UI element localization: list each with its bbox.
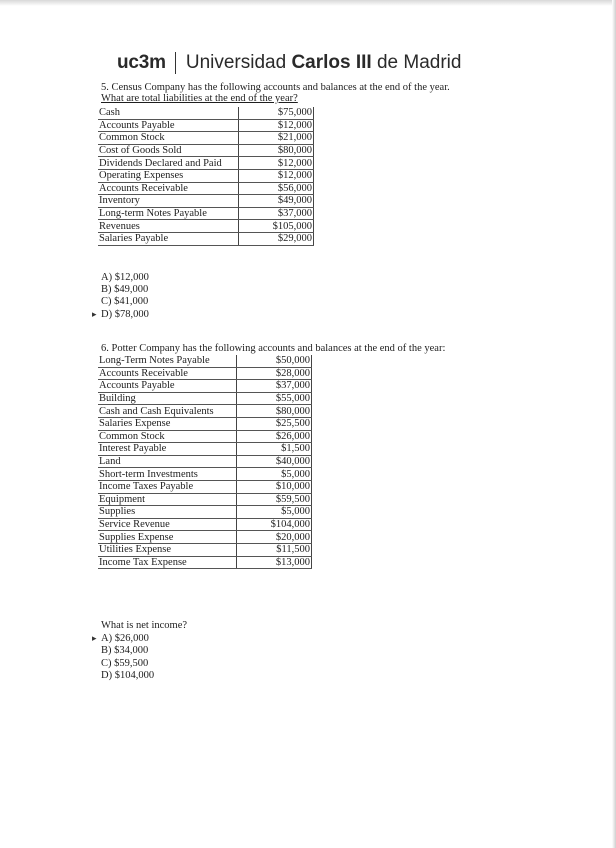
account-row (98, 144, 314, 157)
account-name: Supplies Expense (98, 531, 237, 544)
q5-option-d[interactable]: D) $78,000 (101, 308, 149, 320)
question-5-line-1: 5. Census Company has the following accounts and balances at the end of the year. (101, 82, 450, 93)
account-name: Service Revenue (98, 518, 237, 531)
account-balance: $12,000 (239, 157, 314, 170)
account-row (98, 182, 314, 195)
account-name: Building (98, 392, 237, 405)
account-name: Income Tax Expense (98, 556, 237, 569)
question-6-accounts-table (98, 355, 312, 569)
account-name: Interest Payable (98, 443, 237, 456)
q6-answer-mark: ▸ (92, 633, 97, 643)
university-name-plain: Universidad (185, 52, 287, 73)
account-balance: $105,000 (239, 220, 314, 233)
account-name: Accounts Receivable (98, 367, 237, 380)
account-balance: $80,000 (237, 405, 312, 418)
account-name: Dividends Declared and Paid (98, 157, 239, 170)
university-name-tail: de Madrid (376, 52, 462, 73)
account-row (98, 132, 314, 145)
account-balance: $5,000 (237, 468, 312, 481)
account-balance: $5,000 (237, 506, 312, 519)
q6-option-c[interactable]: C) $59,500 (101, 657, 149, 669)
q6-option-a[interactable]: A) $26,000 (101, 633, 149, 645)
account-name: Short-term Investments (98, 468, 237, 481)
account-balance: $28,000 (237, 367, 312, 380)
account-name: Common Stock (98, 132, 239, 145)
q5-option-a[interactable]: A) $12,000 (101, 272, 149, 283)
question-6-text: 6. Potter Company has the following accounts and balances at the end of the year: (101, 343, 446, 354)
account-row (98, 169, 314, 182)
account-row (98, 518, 312, 531)
account-row (98, 107, 314, 119)
account-name: Revenues (98, 220, 239, 233)
account-balance: $59,500 (237, 493, 312, 506)
account-balance: $75,000 (239, 107, 314, 119)
account-row (98, 220, 314, 233)
account-name: Cash (98, 107, 239, 119)
account-name: Equipment (98, 493, 237, 506)
account-name: Cash and Cash Equivalents (98, 405, 237, 418)
q5-option-c[interactable]: C) $41,000 (101, 296, 149, 308)
question-6-options (101, 620, 187, 682)
account-row (98, 543, 312, 556)
account-balance: $80,000 (239, 144, 314, 157)
account-row (98, 556, 312, 569)
account-name: Common Stock (98, 430, 237, 443)
account-balance: $40,000 (237, 455, 312, 468)
university-header (117, 50, 461, 76)
account-row (98, 430, 312, 443)
account-row (98, 195, 314, 208)
account-name: Utilities Expense (98, 543, 237, 556)
account-name: Long-Term Notes Payable (98, 355, 237, 367)
account-row (98, 531, 312, 544)
q6-question: What is net income? (101, 620, 188, 631)
account-row (98, 119, 314, 132)
account-balance: $29,000 (239, 232, 314, 245)
account-balance: $20,000 (237, 531, 312, 544)
account-balance: $50,000 (237, 355, 312, 367)
account-balance: $56,000 (239, 182, 314, 195)
uc3m-logo: uc3m (117, 52, 166, 73)
account-row (98, 480, 312, 493)
account-balance: $12,000 (239, 169, 314, 182)
question-5-text (101, 82, 521, 104)
account-row (98, 506, 312, 519)
account-name: Operating Expenses (98, 169, 239, 182)
account-balance: $55,000 (237, 392, 312, 405)
account-balance: $26,000 (237, 430, 312, 443)
q5-option-b[interactable]: B) $49,000 (101, 284, 149, 296)
account-name: Land (98, 455, 237, 468)
account-name: Inventory (98, 195, 239, 208)
account-balance: $49,000 (239, 195, 314, 208)
account-name: Cost of Goods Sold (98, 144, 239, 157)
account-name: Accounts Payable (98, 119, 239, 132)
header-divider (175, 52, 176, 74)
scan-shadow-right (612, 0, 616, 848)
account-balance: $13,000 (237, 556, 312, 569)
account-balance: $104,000 (237, 518, 312, 531)
scan-shadow-top (0, 0, 616, 6)
account-name: Accounts Payable (98, 380, 237, 393)
account-balance: $21,000 (239, 132, 314, 145)
account-row (98, 392, 312, 405)
university-name (186, 52, 462, 74)
university-name-bold: Carlos III (291, 52, 372, 73)
question-5-line-2: What are total liabilities at the end of the year? (101, 93, 298, 104)
account-balance: $12,000 (239, 119, 314, 132)
account-row (98, 468, 312, 481)
account-row (98, 405, 312, 418)
q6-option-b[interactable]: B) $34,000 (101, 645, 149, 657)
account-row (98, 417, 312, 430)
account-row (98, 207, 314, 220)
account-balance: $37,000 (239, 207, 314, 220)
question-5-options (101, 272, 149, 321)
account-name: Income Taxes Payable (98, 480, 237, 493)
account-balance: $25,500 (237, 417, 312, 430)
account-row (98, 232, 314, 245)
account-row (98, 367, 312, 380)
account-name: Accounts Receivable (98, 182, 239, 195)
account-name: Salaries Expense (98, 417, 237, 430)
account-balance: $37,000 (237, 380, 312, 393)
account-row (98, 355, 312, 367)
account-row (98, 380, 312, 393)
account-name: Salaries Payable (98, 232, 239, 245)
q6-option-d[interactable]: D) $104,000 (101, 669, 155, 681)
account-row (98, 455, 312, 468)
account-name: Long-term Notes Payable (98, 207, 239, 220)
account-balance: $1,500 (237, 443, 312, 456)
account-balance: $10,000 (237, 480, 312, 493)
account-name: Supplies (98, 506, 237, 519)
q5-answer-mark: ▸ (92, 309, 97, 319)
account-row (98, 157, 314, 170)
account-row (98, 443, 312, 456)
question-5-accounts-table (98, 107, 314, 246)
account-row (98, 493, 312, 506)
account-balance: $11,500 (237, 543, 312, 556)
